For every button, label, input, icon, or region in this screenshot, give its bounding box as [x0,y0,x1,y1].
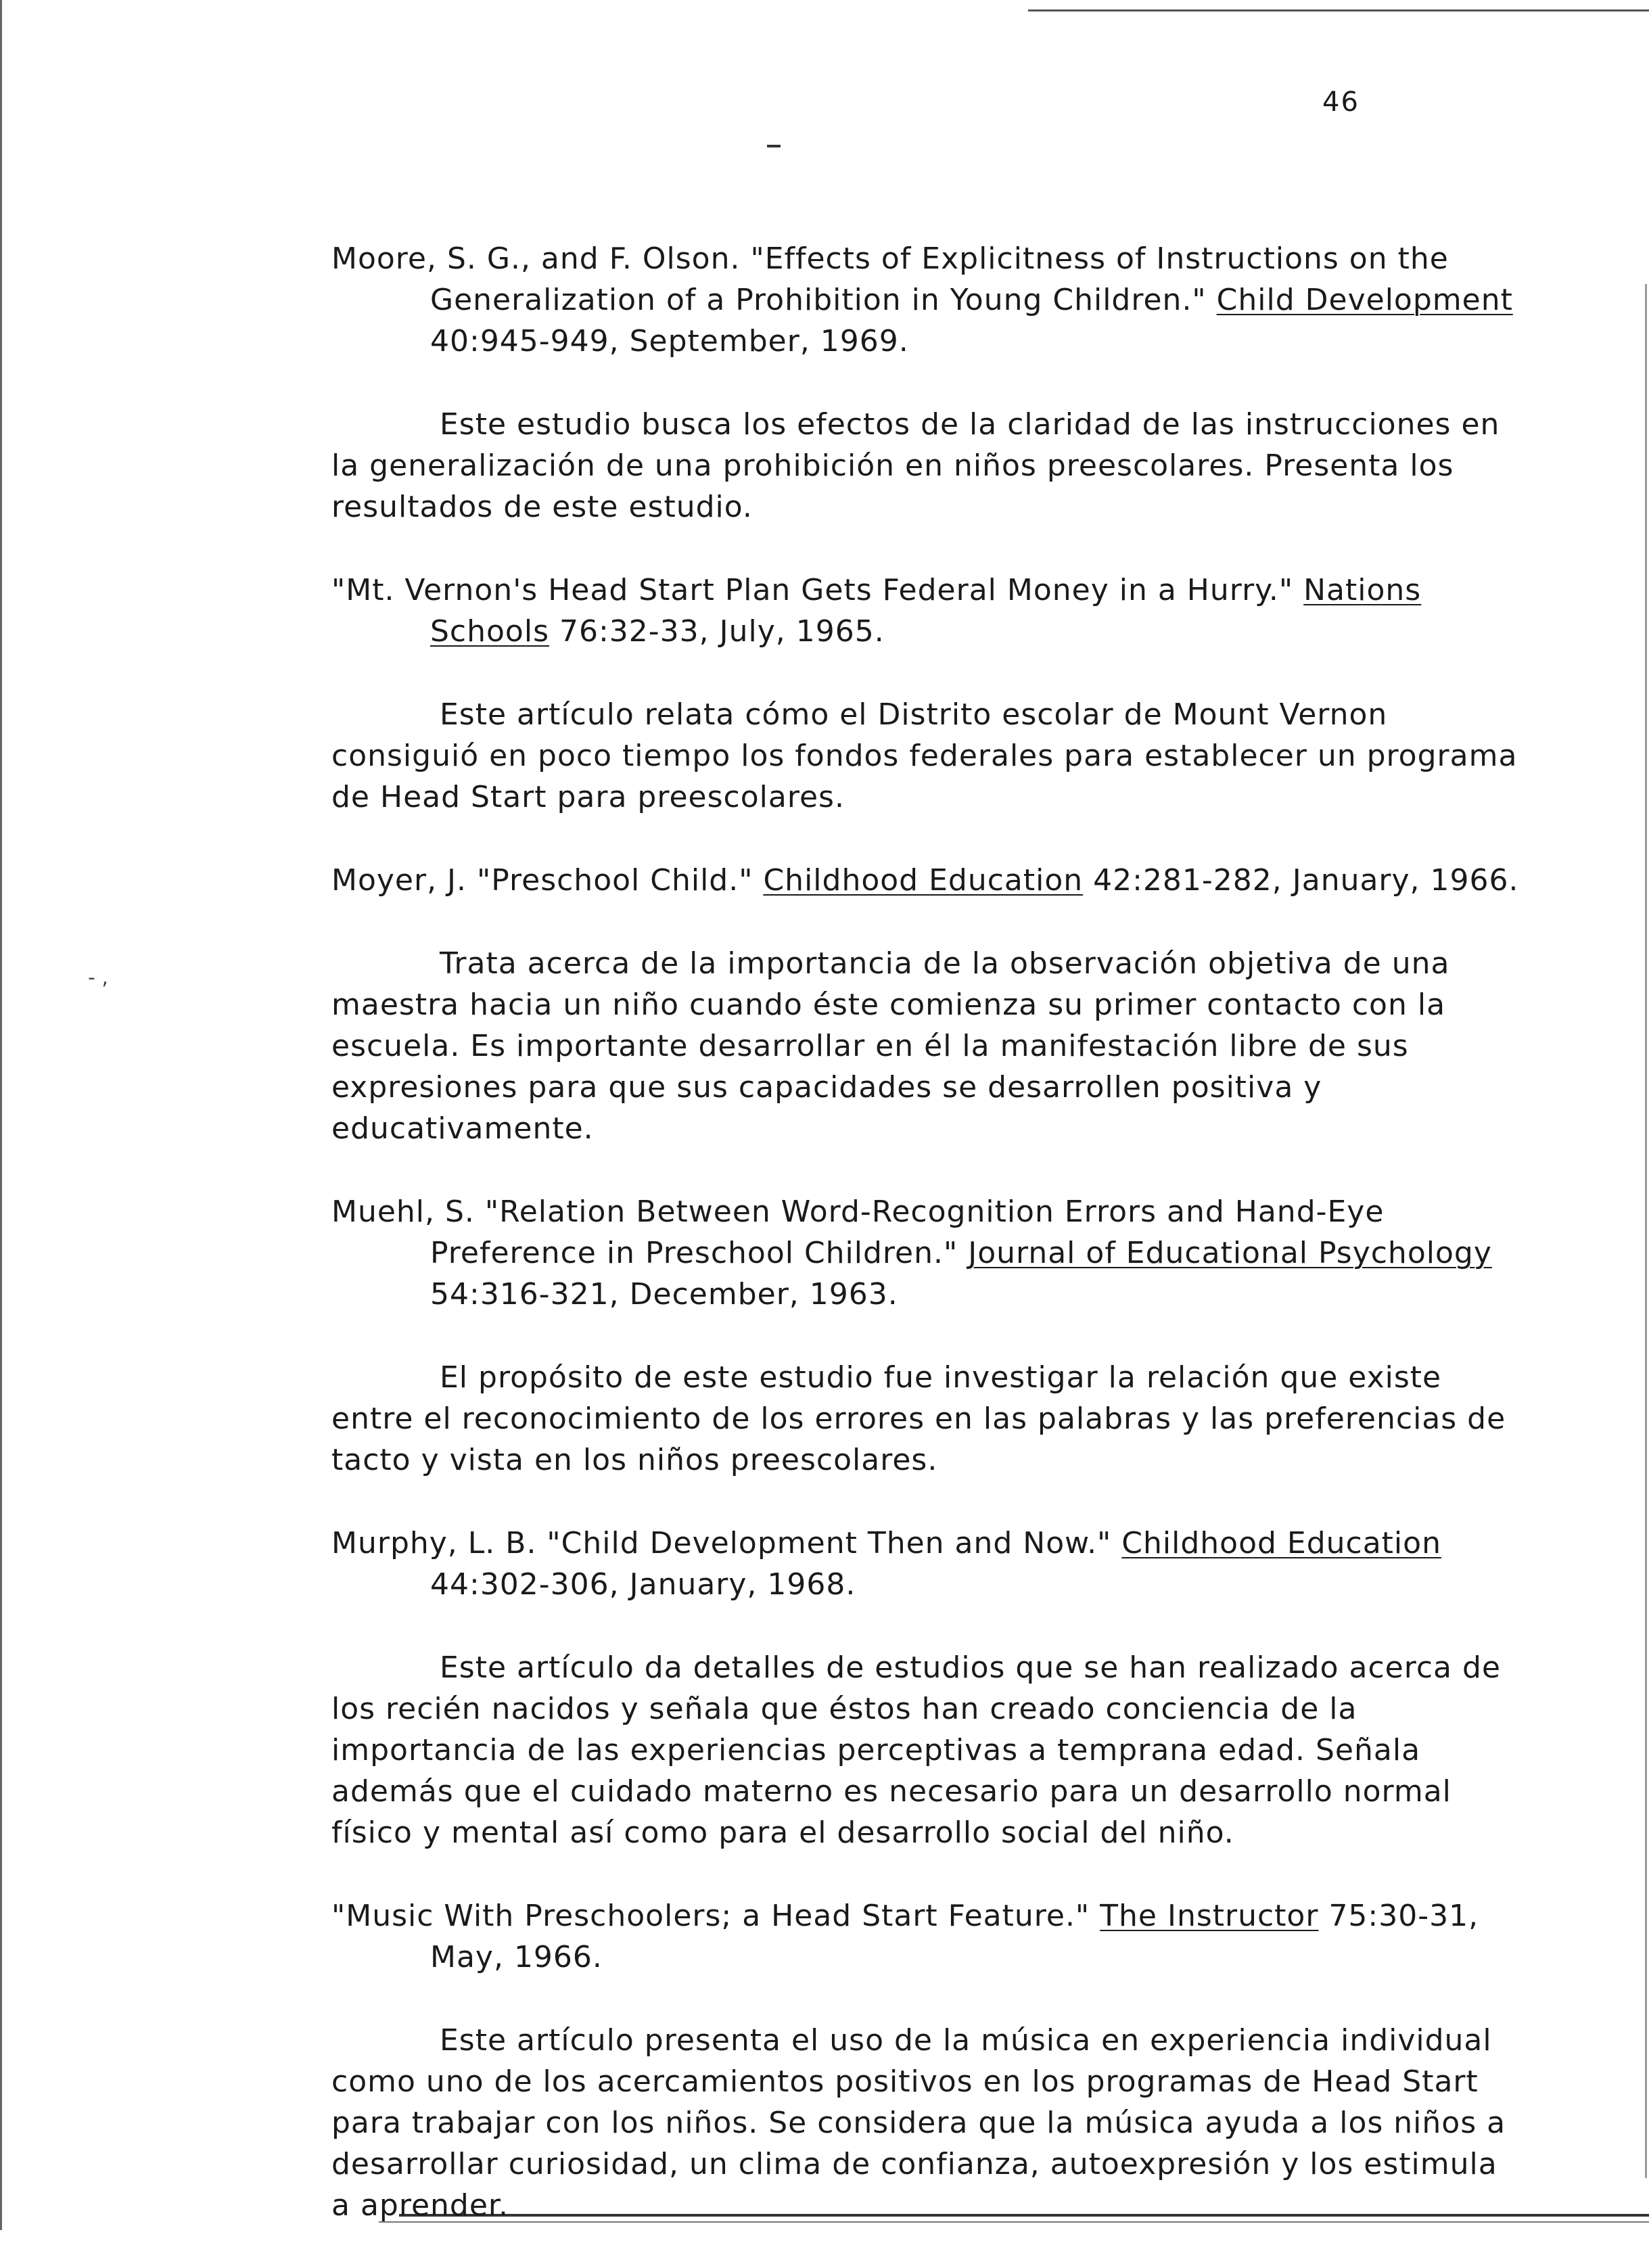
bibliography-entry [331,1523,1522,1853]
scan-edge-left [0,0,2,2230]
journal-title: Childhood Education [1121,1526,1441,1560]
bibliography-list [331,238,1522,2268]
abstract: Este artículo presenta el uso de la música en experiencia individual como uno de los acercamientos positivos en los programas de Head Start para trabajar con los niños. Se considera que la música ayuda a los niños a desarrollar curiosidad, un clima de confianza, autoexpresión y los estimula a aprender. [331,2023,1506,2223]
bibliography-entry [331,1191,1522,1481]
abstract: El propósito de este estudio fue investigar la relación que existe entre el reconocimiento de los errores en las palabras y las preferencias de tacto y vista en los niños preescolares. [331,1360,1506,1477]
journal-title: Journal of Educational Psychology [968,1236,1492,1270]
bibliography-entry [331,1895,1522,2226]
page-number: 46 [1322,87,1360,118]
journal-title: Child Development [1216,283,1513,317]
abstract: Este estudio busca los efectos de la claridad de las instrucciones en la generalización de una prohibición en niños preescolares. Presenta los resultados de este estudio. [331,407,1500,524]
margin-mark: - , [88,966,108,990]
scan-edge-top [1028,9,1649,11]
journal-title: Childhood Education [763,863,1084,898]
citation: Muehl, S. "Relation Between Word-Recognition Errors and Hand-Eye Preference in Preschool Children." Journal of Educational Psychology 54:316-321, December, 1963. [331,1195,1492,1312]
journal-title: The Instructor [1100,1899,1319,1933]
citation: "Mt. Vernon's Head Start Plan Gets Federal Money in a Hurry." Nations Schools 76:32-33, July, 1965. [331,573,1422,649]
citation: Moyer, J. "Preschool Child." Childhood Education 42:281-282, January, 1966. [331,863,1519,898]
abstract: Este artículo da detalles de estudios que se han realizado acerca de los recién nacidos y señala que éstos han creado conciencia de la importancia de las experiencias perceptivas a temprana edad. Señala además que el cuidado materno es necesario para un desarrollo normal físico y mental así como para el desarrollo social del niño. [331,1650,1501,1850]
citation: Moore, S. G., and F. Olson. "Effects of Explicitness of Instructions on the Generalization of a Prohibition in Young Children." Child Development 40:945-949, September, 1969. [331,241,1513,358]
journal-title: Nations Schools [430,573,1422,649]
bibliography-entry [331,570,1522,818]
bibliography-entry [331,238,1522,528]
scan-edge-right [1645,284,1647,2178]
abstract: Este artículo relata cómo el Distrito escolar de Mount Vernon consiguió en poco tiempo los fondos federales para establecer un programa de Head Start para preescolares. [331,697,1518,814]
citation: Murphy, L. B. "Child Development Then and Now." Childhood Education 44:302-306, January, 1968. [331,1526,1441,1602]
scan-mark [767,145,781,147]
citation: "Music With Preschoolers; a Head Start Feature." The Instructor 75:30-31, May, 1966. [331,1899,1479,1974]
bibliography-entry [331,860,1522,1149]
abstract: Trata acerca de la importancia de la observación objetiva de una maestra hacia un niño cuando éste comienza su primer contacto con la escuela. Es importante desarrollar en él la manifestación libre de sus expresiones para que sus capacidades se desarrollen positiva y educativamente. [331,946,1450,1146]
